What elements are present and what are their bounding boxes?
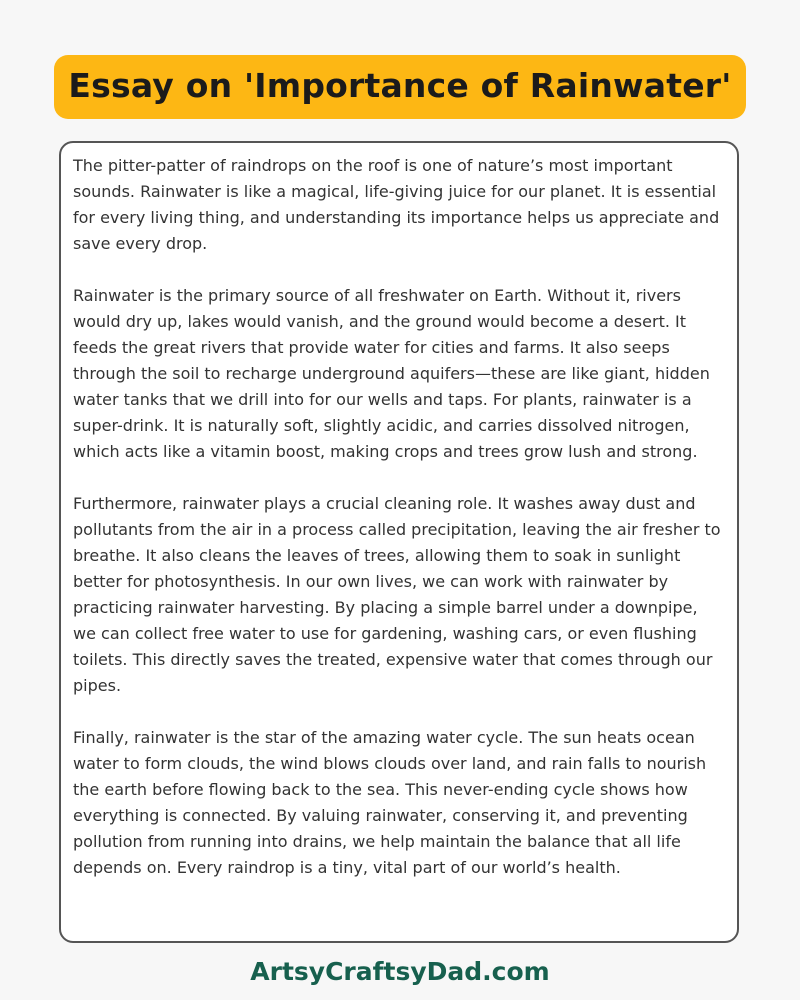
essay-paragraph-3: Furthermore, rainwater plays a crucial cleaning role. It washes away dust and pollutants from the air in a process called precipitation, leaving the air fresher to breathe. It also cleans the leaves of trees, allowing them to soak in sunlight better for photosynthesis. In our own lives, we can work with rainwater by practicing rainwater harvesting. By placing a simple barrel under a downpipe, we can collect free water to use for gardening, washing cars, or even flushing toilets. This directly saves the treated, expensive water that comes through our pipes. bbox=[73, 494, 721, 695]
essay-paragraph-1: The pitter-patter of raindrops on the roof is one of nature’s most important sounds. Rainwater is like a magical, life-giving juice for our planet. It is essential for every living thing, and understanding its importance helps us appreciate and save every drop. bbox=[73, 156, 720, 253]
essay-paragraph-2: Rainwater is the primary source of all freshwater on Earth. Without it, rivers would dry up, lakes would vanish, and the ground would become a desert. It feeds the great rivers that provide water for cities and farms. It also seeps through the soil to recharge underground aquifers—these are like giant, hidden water tanks that we drill into for our wells and taps. For plants, rainwater is a super-drink. It is naturally soft, slightly acidic, and carries dissolved nitrogen, which acts like a vitamin boost, making crops and trees grow lush and strong. bbox=[73, 286, 710, 461]
page-title: Essay on 'Importance of Rainwater' bbox=[54, 55, 745, 119]
essay-paragraph-4: Finally, rainwater is the star of the amazing water cycle. The sun heats ocean water to form clouds, the wind blows clouds over land, and rain falls to nourish the earth before flowing back to the sea. This never-ending cycle shows how everything is connected. By valuing rainwater, conserving it, and preventing pollution from running into drains, we help maintain the balance that all life depends on. Every raindrop is a tiny, vital part of our world’s health. bbox=[73, 728, 707, 877]
footer-brand: ArtsyCraftsyDad.com bbox=[250, 957, 550, 986]
essay-box bbox=[59, 141, 739, 943]
title-banner bbox=[0, 55, 800, 119]
